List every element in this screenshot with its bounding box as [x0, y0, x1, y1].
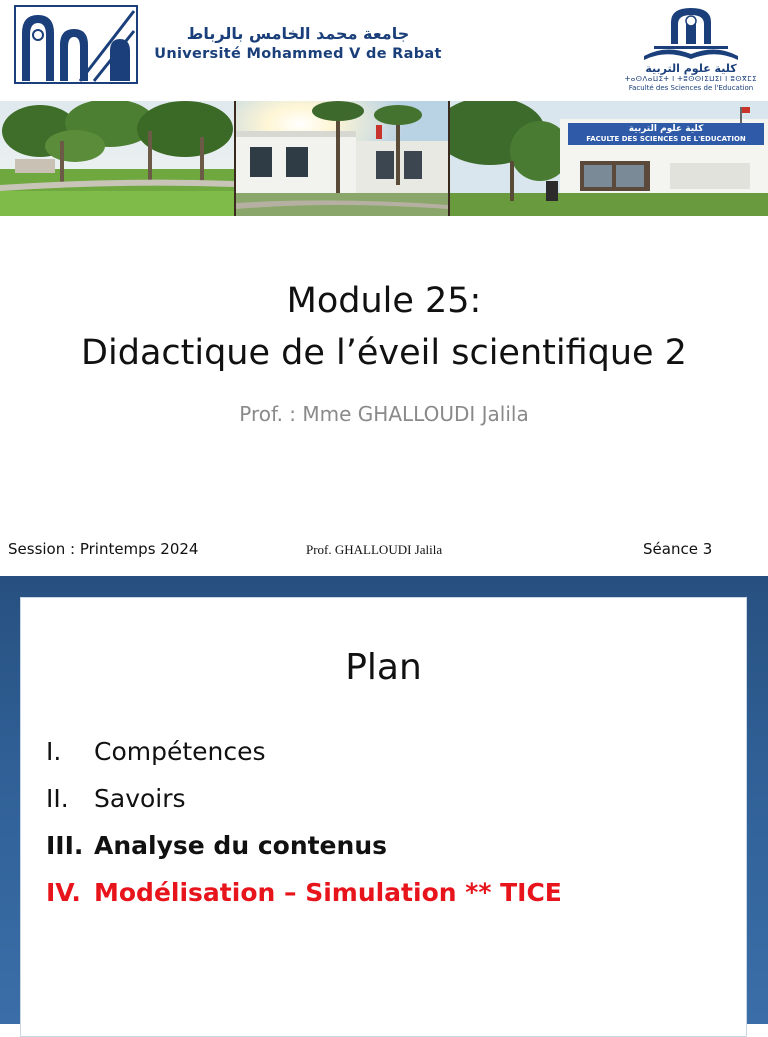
plan-item-competences	[46, 737, 736, 784]
university-name-french: Université Mohammed V de Rabat	[154, 46, 442, 62]
slide-title	[0, 275, 768, 379]
faculty-logo	[618, 4, 764, 100]
plan-item-modelisation	[46, 878, 736, 925]
building-sign-arabic: كلية علوم التربية	[628, 124, 704, 134]
university-name-block	[148, 24, 448, 74]
campus-park-photo	[0, 101, 234, 216]
slide-header	[0, 0, 768, 100]
plan-title: Plan	[345, 647, 422, 688]
building-sign	[570, 124, 762, 144]
faculty-entrance-photo	[236, 101, 448, 216]
faculty-building-photo	[450, 101, 768, 216]
campus-photo-strip	[0, 101, 768, 216]
footer-seance: Séance 3	[643, 540, 713, 558]
faculty-name-tifinagh: ⵜⴰⵙⴷⴰⵡⵉⵜ ⵏ ⵜⵓⵙⵙⵏⵉⵡⵉⵏ ⵏ ⵓⵙⴳⵎⵉ	[624, 75, 758, 83]
plan-item-label: Compétences	[94, 737, 266, 766]
plan-item-label: Analyse du contenus	[94, 831, 387, 860]
course-title: Didactique de l’éveil scientifique 2	[81, 333, 687, 373]
university-name-arabic: جامعة محمد الخامس بالرباط	[186, 24, 410, 43]
plan-slide	[0, 576, 768, 1024]
professor-subtitle: Prof. : Mme GHALLOUDI Jalila	[239, 402, 529, 426]
building-sign-french: FACULTE DES SCIENCES DE L'EDUCATION	[586, 135, 746, 143]
plan-item-label: Savoirs	[94, 784, 186, 813]
plan-item-analyse	[46, 831, 736, 878]
plan-item-number: I.	[46, 737, 62, 766]
faculty-name-french: Faculté des Sciences de l'Education	[628, 84, 754, 92]
faculty-emblem-icon	[636, 4, 746, 62]
plan-item-savoirs	[46, 784, 736, 831]
plan-slide-content	[20, 597, 747, 1037]
footer-professor: Prof. GHALLOUDI Jalila	[306, 542, 443, 557]
plan-item-number: IV.	[46, 878, 81, 907]
faculty-name-arabic: كلية علوم التربية	[645, 62, 737, 75]
plan-item-number: III.	[46, 831, 84, 860]
plan-list	[46, 737, 736, 925]
plan-item-number: II.	[46, 784, 69, 813]
module-title: Module 25:	[286, 281, 482, 321]
slide-footer	[0, 538, 768, 564]
footer-session: Session : Printemps 2024	[8, 540, 199, 558]
plan-item-label: Modélisation – Simulation ** TICE	[94, 878, 562, 907]
university-logo-icon	[14, 5, 138, 84]
